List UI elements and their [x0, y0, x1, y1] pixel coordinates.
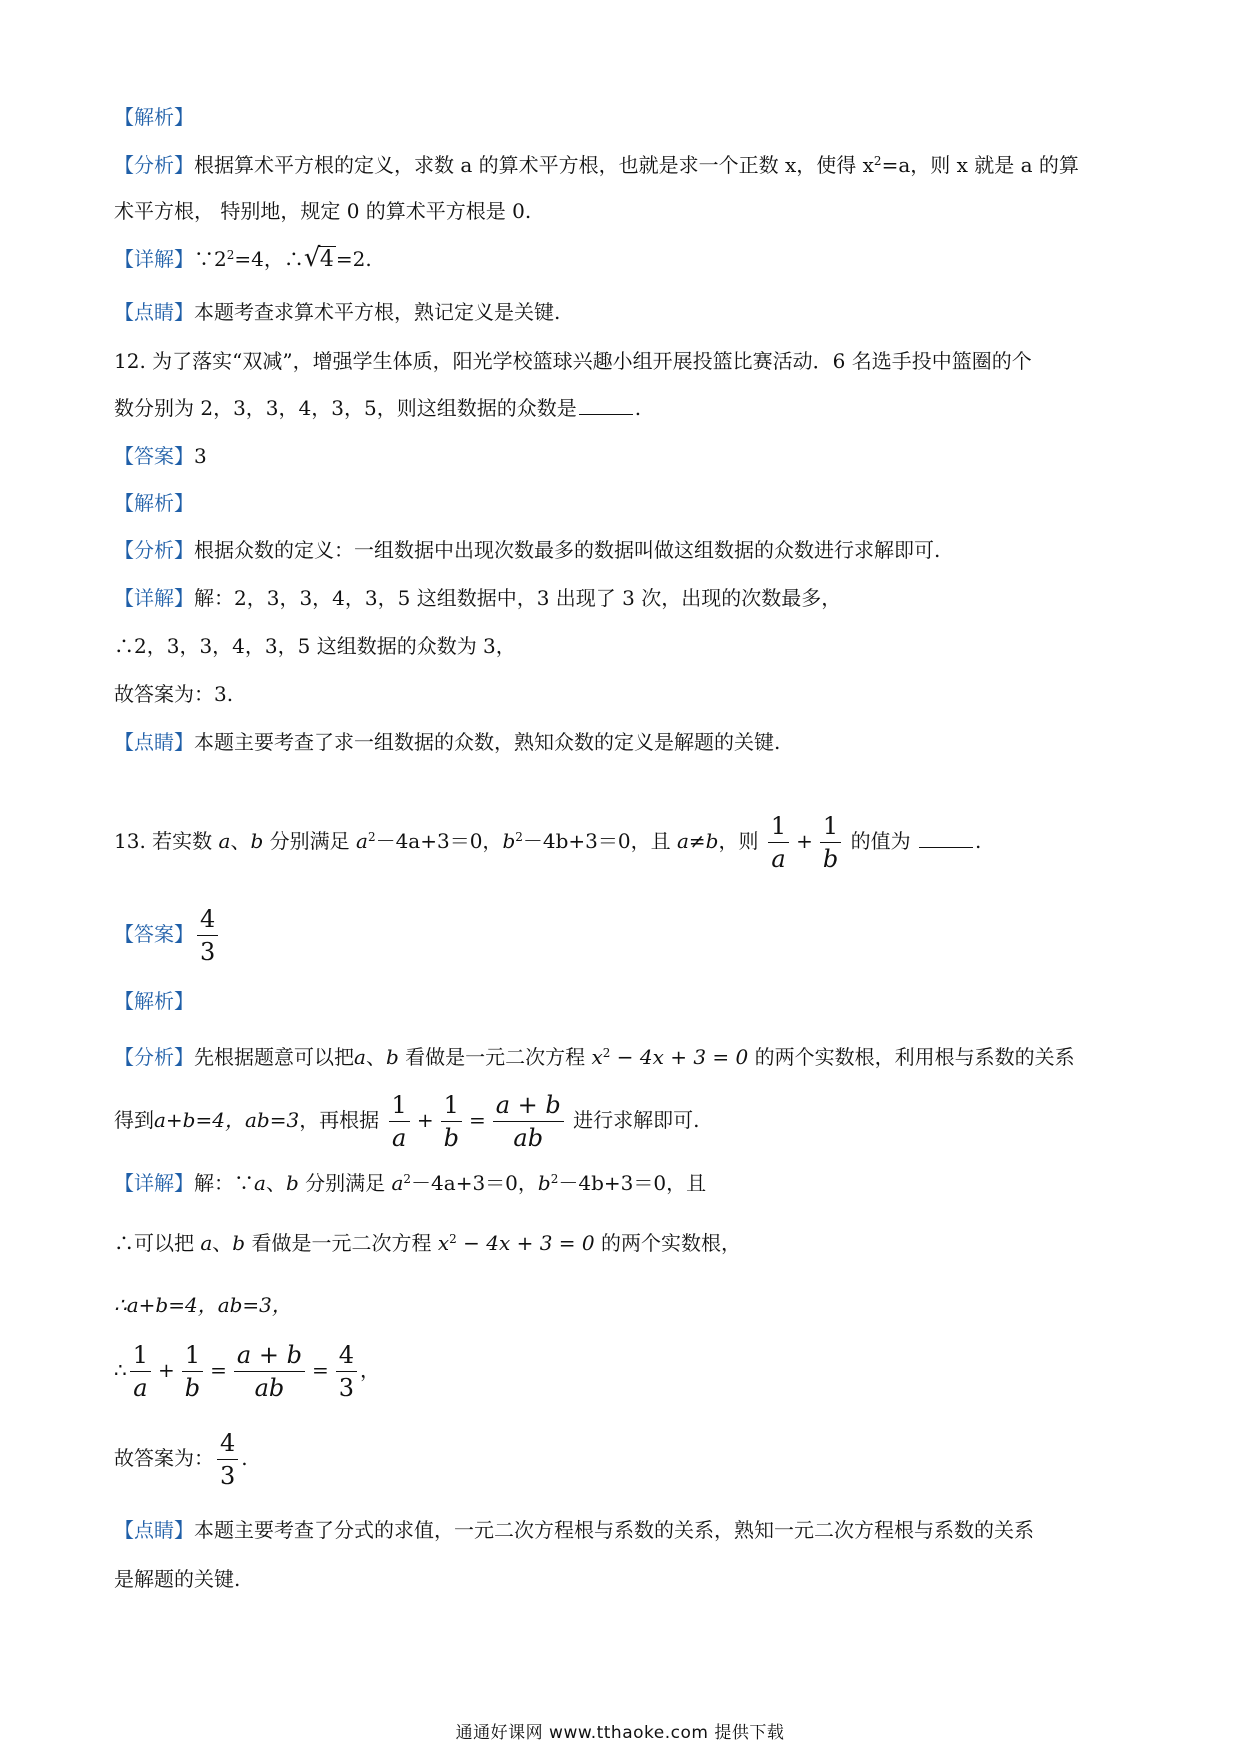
q13-line-5: 故答案为： $\frac{4}{3}$ .	[114, 1429, 248, 1490]
q12-line-3: 故答案为：3.	[114, 682, 234, 706]
fraction-apb-over-ab: $\frac{a + b}{ab}$	[234, 1343, 305, 1400]
fraction-1-over-a: $\frac{1}{a}$	[389, 1093, 410, 1150]
q12-line-2: ∴2，3，3，4，3，5 这组数据的众数为 3，	[114, 634, 516, 658]
q11-jiexi-tag: 【解析】	[114, 105, 194, 129]
q13-fenxi-line-1: 【分析】先根据题意可以把a、b 看做是一元二次方程 $x^2 - 4x + 3 = 0$ 的两个实数根，利用根与系数的关系	[114, 1045, 1075, 1069]
q12-xiangjie: 【详解】解：2，3，3，4，3，5 这组数据中，3 出现了 3 次，出现的次数最多，	[114, 586, 842, 610]
q12-stem-line-2: 数分别为 2，3，3，4，3，5，则这组数据的众数是 .	[114, 396, 642, 420]
q12-daan: 【答案】3	[114, 444, 207, 468]
q11-fenxi-line-2: 术平方根， 特别地，规定 0 的算术平方根是 0.	[114, 199, 532, 223]
q11-xiangjie: 【详解】$\because 2^2=4$，∴ √ 4 =2.	[114, 243, 372, 273]
q13-dianjing-line-2: 是解题的关键.	[114, 1567, 241, 1591]
fraction-1-over-a: $\frac{1}{a}$	[130, 1343, 151, 1400]
fraction-1-over-b: $\frac{1}{b}$	[441, 1093, 462, 1150]
q11-fenxi-line-1: 【分析】根据算术平方根的定义，求数 a 的算术平方根，也就是求一个正数 x，使得 $x^2=a$，则 x 就是 a 的算	[114, 153, 1079, 177]
answer-blank	[919, 829, 973, 848]
q13-daan: 【答案】 $\frac{4}{3}$	[114, 904, 221, 964]
fraction-4-over-3: $\frac{4}{3}$	[336, 1343, 357, 1400]
q13-fenxi-line-2: 得到a+b=4，ab=3，再根据 $\frac{1}{a}$ + $\frac{1}{b}$ = $\frac{a + b}{ab}$ 进行求解即可.	[114, 1091, 700, 1152]
q13-line-4: ∴ $\frac{1}{a}$ + $\frac{1}{b}$ = $\frac{a + b}{ab}$ = $\frac{4}{3}$ ，	[114, 1341, 381, 1402]
q13-jiexi-tag: 【解析】	[114, 989, 194, 1013]
fraction-4-over-3: $\frac{4}{3}$	[217, 1431, 238, 1488]
q13-dianjing-line-1: 【点睛】本题主要考查了分式的求值，一元二次方程根与系数的关系，熟知一元二次方程根与系数的关系	[114, 1518, 1034, 1542]
fraction-apb-over-ab: $\frac{a + b}{ab}$	[493, 1093, 564, 1150]
fraction-1-over-b: $\frac{1}{b}$	[182, 1343, 203, 1400]
q13-line-2: ∴可以把 a、b 看做是一元二次方程 $x^2 - 4x + 3 = 0$ 的两个实数根，	[114, 1231, 741, 1255]
footer-watermark: 通通好课网 www.tthaoke.com 提供下载	[455, 1723, 785, 1743]
fraction-1-over-b: $\frac{1}{b}$	[820, 814, 841, 871]
q12-stem-line-1: 12. 为了落实“双减”，增强学生体质，阳光学校篮球兴趣小组开展投篮比赛活动．6 名选手投中篮圈的个	[114, 349, 1032, 373]
q12-jiexi-tag: 【解析】	[114, 491, 194, 515]
sqrt-symbol: √ 4	[303, 243, 334, 273]
q12-fenxi: 【分析】根据众数的定义：一组数据中出现次数最多的数据叫做这组数据的众数进行求解即可.	[114, 538, 941, 562]
answer-blank	[579, 396, 633, 415]
q11-dianjing: 【点睛】本题考查求算术平方根，熟记定义是关键.	[114, 300, 561, 324]
fraction-1-over-a: $\frac{1}{a}$	[768, 814, 789, 871]
q13-line-3: ∴a+b=4，ab=3，	[114, 1293, 292, 1317]
q12-dianjing: 【点睛】本题主要考查了求一组数据的众数，熟知众数的定义是解题的关键.	[114, 730, 781, 754]
q13-stem: 13. 若实数 a、b 分别满足 $a^2-4a+3=0$，$b^2-4b+3=0$，且 a≠b，则 $\frac{1}{a}$ + $\frac{1}{b}$ 的值为 .	[114, 812, 982, 873]
q13-xiangjie: 【详解】解：∵a、b 分别满足 $a^2-4a+3=0$，$b^2-4b+3=0$，且	[114, 1171, 707, 1195]
answer-fraction: $\frac{4}{3}$	[197, 907, 218, 964]
